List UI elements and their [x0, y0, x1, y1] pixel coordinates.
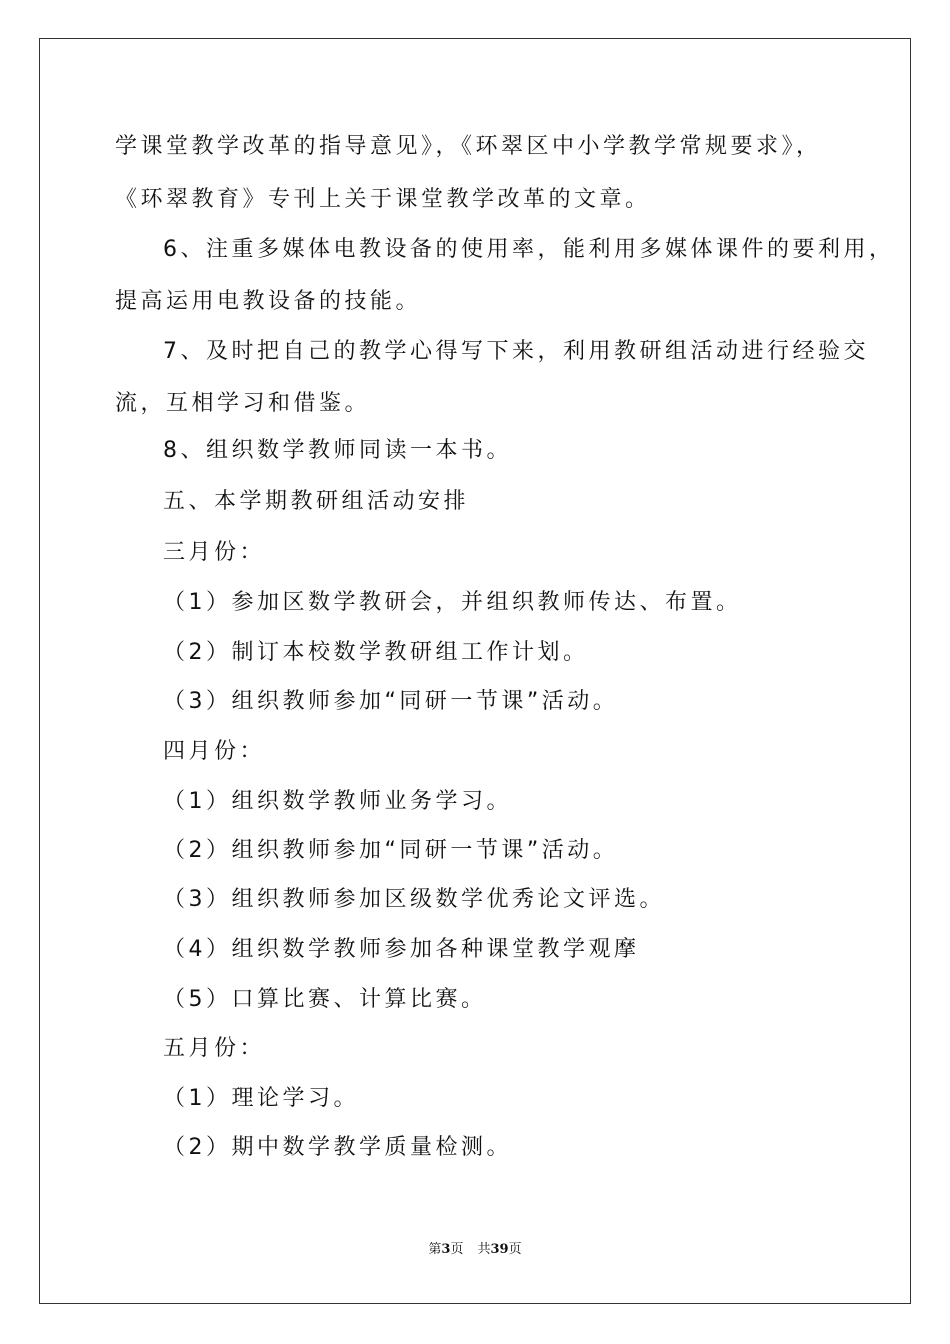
paragraph-line: 流，互相学习和借鉴。 — [115, 391, 371, 416]
section-heading: 五、本学期教研组活动安排 — [163, 489, 470, 514]
list-item: （1）参加区数学教研会，并组织教师传达、布置。 — [163, 590, 742, 615]
paragraph-line: 8、组织数学教师同读一本书。 — [163, 438, 512, 463]
paragraph-line: 6、注重多媒体电教设备的使用率，能利用多媒体课件的要利用， — [163, 237, 895, 262]
month-heading: 五月份： — [163, 1036, 266, 1061]
list-item: （2）组织教师参加“同研一节课”活动。 — [163, 838, 619, 863]
list-item: （3）组织教师参加区级数学优秀论文评选。 — [163, 887, 665, 912]
footer-total-suffix: 页 — [508, 1242, 522, 1257]
month-heading: 三月份： — [163, 540, 266, 565]
page-footer — [0, 1238, 950, 1257]
footer-page-prefix: 第 — [428, 1242, 442, 1257]
list-item: （1）组织数学教师业务学习。 — [163, 789, 512, 814]
page-border — [39, 38, 911, 1304]
paragraph-line: 《环翠教育》专刊上关于课堂教学改革的文章。 — [115, 187, 651, 212]
list-item: （1）理论学习。 — [163, 1086, 359, 1111]
list-item: （2）期中数学教学质量检测。 — [163, 1135, 512, 1160]
footer-page-number: 3 — [441, 1242, 451, 1257]
footer-total-pages: 39 — [490, 1242, 509, 1257]
list-item: （5）口算比赛、计算比赛。 — [163, 987, 487, 1012]
list-item: （2）制订本校数学教研组工作计划。 — [163, 640, 589, 665]
footer-page-suffix: 页 — [450, 1242, 464, 1257]
paragraph-line: 学课堂教学改革的指导意见》，《环翠区中小学教学常规要求》， — [115, 134, 822, 159]
list-item: （4）组织数学教师参加各种课堂教学观摩 — [163, 937, 640, 962]
paragraph-line: 7、及时把自己的教学心得写下来，利用教研组活动进行经验交 — [163, 339, 869, 364]
paragraph-line: 提高运用电教设备的技能。 — [115, 289, 422, 314]
list-item: （3）组织教师参加“同研一节课”活动。 — [163, 689, 619, 714]
footer-total-prefix: 共 — [477, 1242, 491, 1257]
month-heading: 四月份： — [163, 739, 266, 764]
